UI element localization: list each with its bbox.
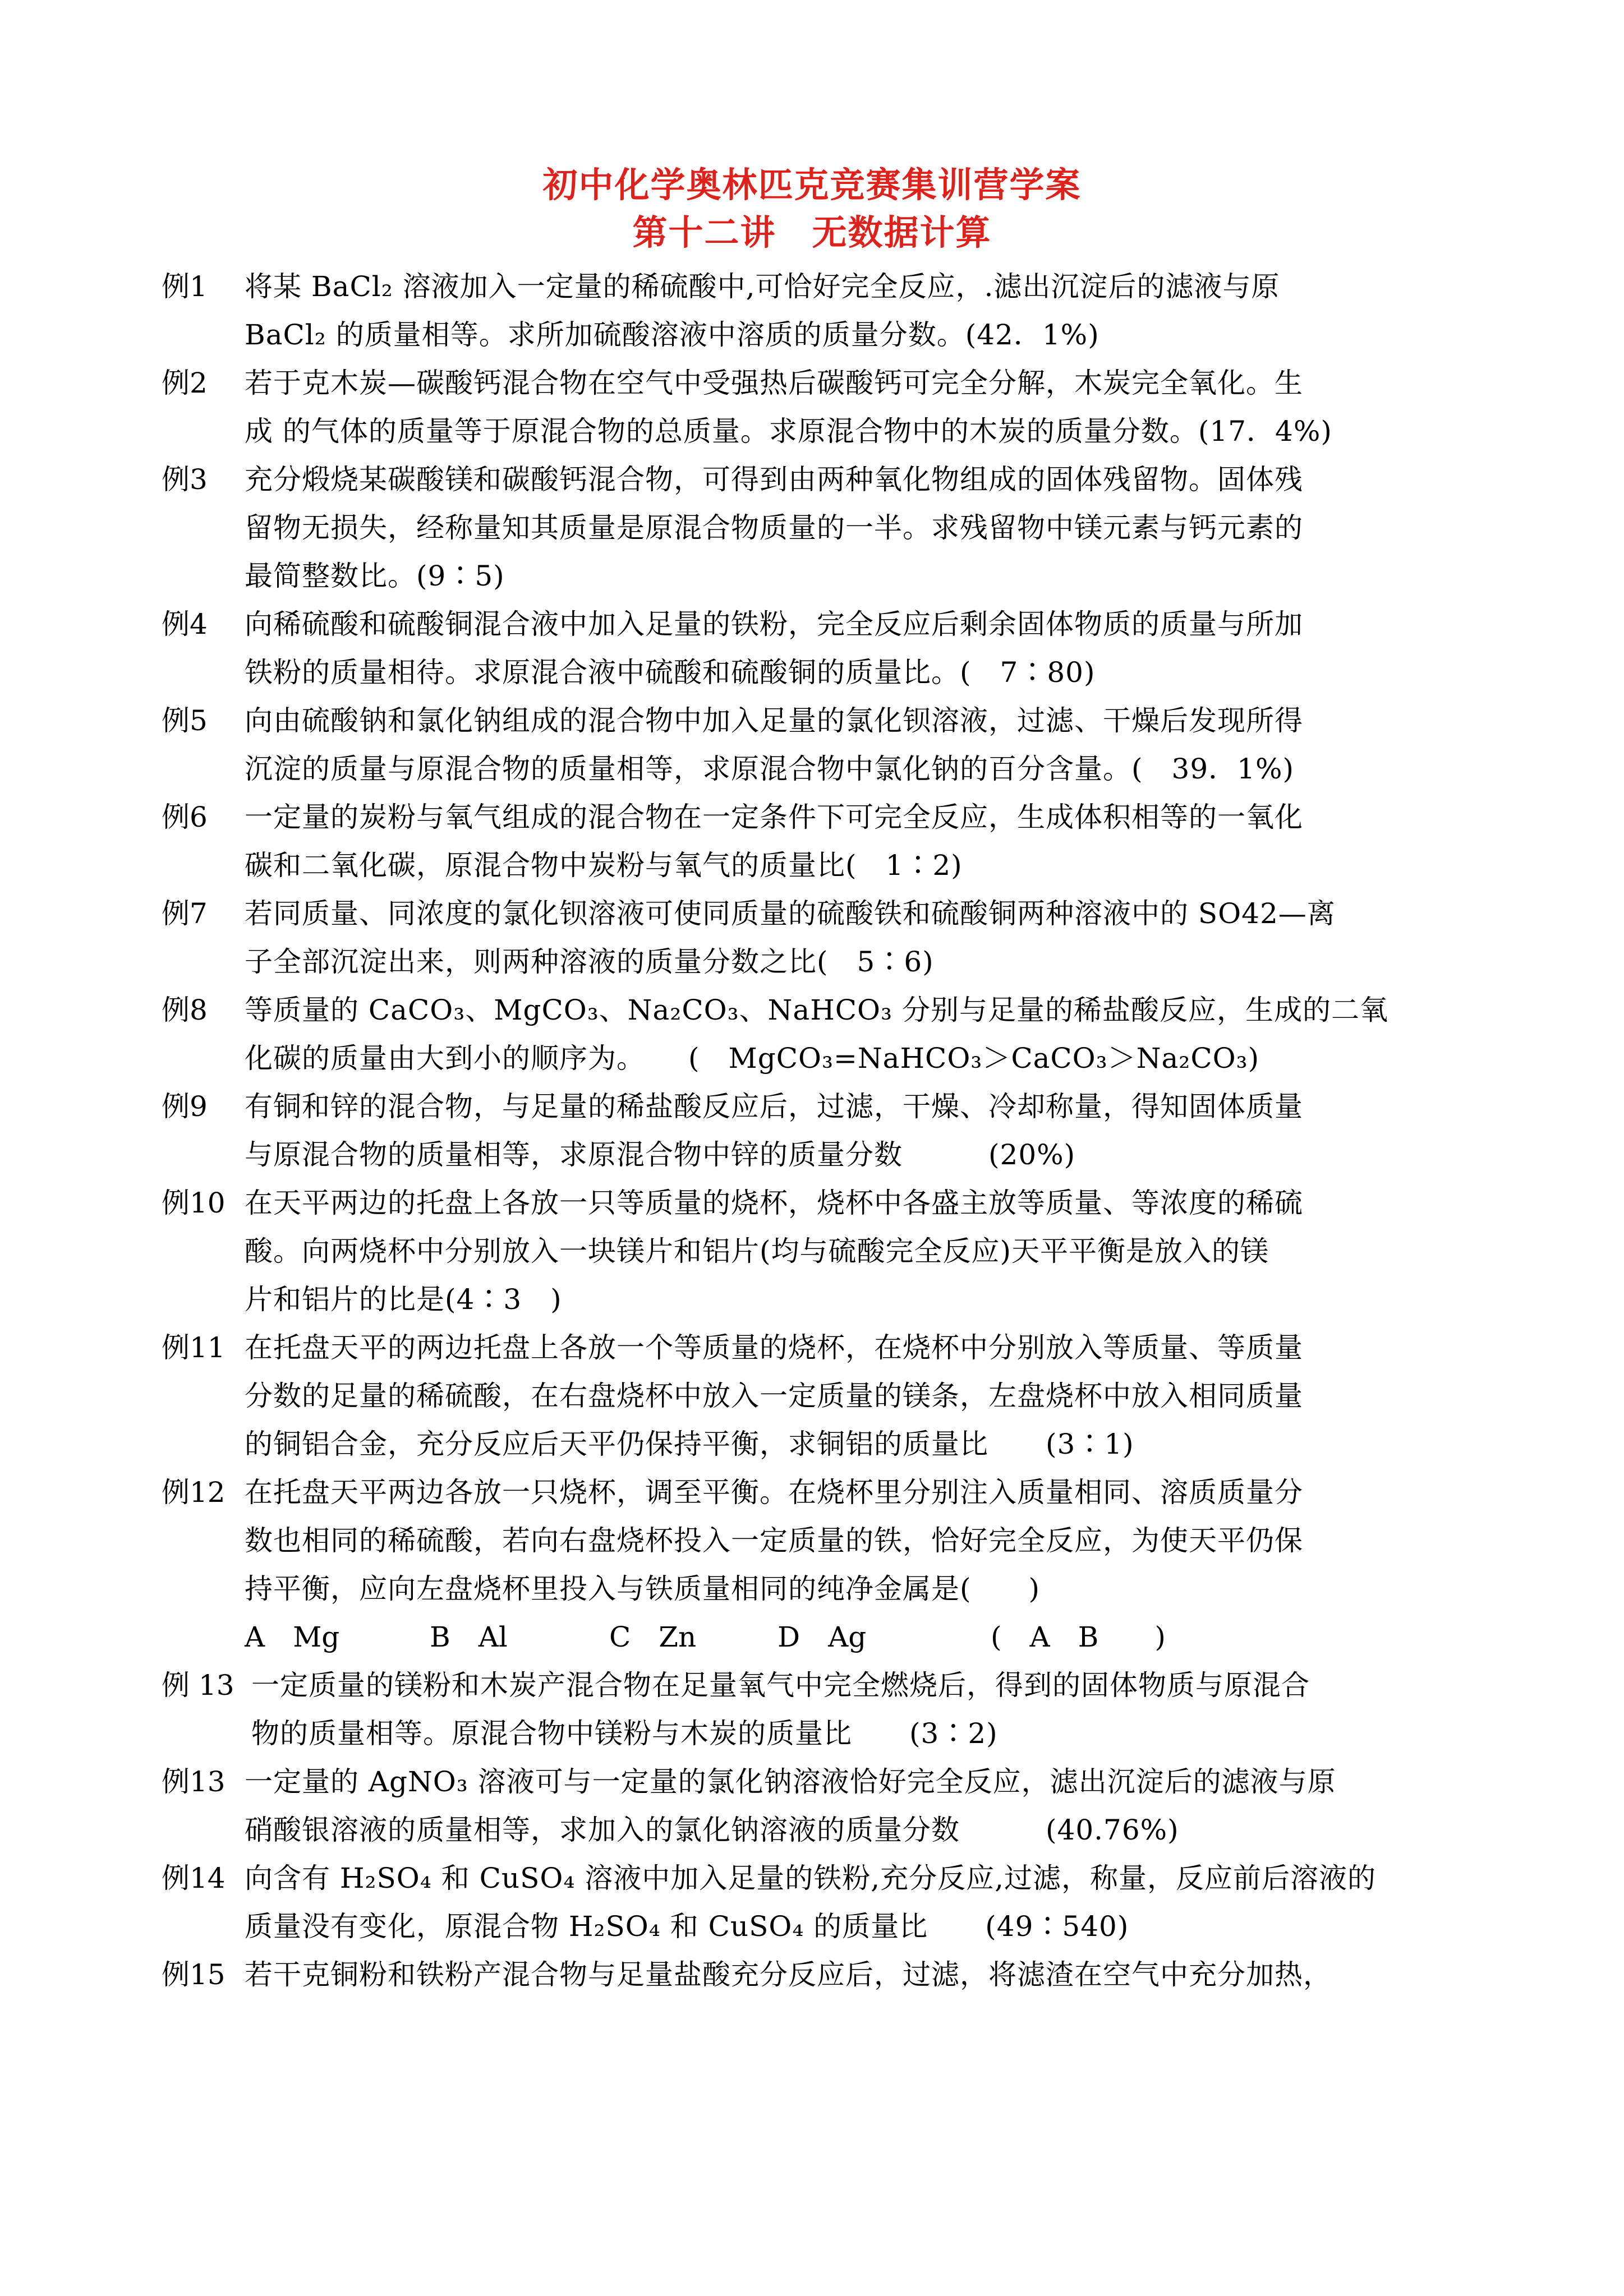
problem-label: 例13 [162, 1765, 226, 1798]
problem-line: 充分煅烧某碳酸镁和碳酸钙混合物，可得到由两种氧化物组成的固体残留物。固体残 [245, 463, 1303, 496]
problem-line: 一定量的 AgNO₃ 溶液可与一定量的氯化钠溶液恰好完全反应，滤出沉淀后的滤液与原 [245, 1765, 1336, 1798]
problem-text [245, 1082, 1469, 1179]
problem-label: 例9 [162, 1090, 208, 1123]
problem-line: 沉淀的质量与原混合物的质量相等，求原混合物中氯化钠的百分含量。( 39．1%) [245, 753, 1294, 785]
problem-line: 数也相同的稀硫酸，若向右盘烧杯投入一定质量的铁，恰好完全反应，为使天平仍保 [245, 1524, 1303, 1557]
problem-line: 若干克铜粉和铁粉产混合物与足量盐酸充分反应后，过滤，将滤渣在空气中充分加热， [245, 1958, 1332, 1991]
problem-label: 例6 [162, 801, 208, 833]
problem-line: 化碳的质量由大到小的顺序为。 ( MgCO₃=NaHCO₃＞CaCO₃＞Na₂CO₃) [245, 1042, 1260, 1075]
answer-option: D Ag [778, 1621, 867, 1653]
problem-item [162, 1468, 1469, 1661]
problem-text [245, 793, 1469, 889]
problem-text [245, 986, 1469, 1082]
problem-line: 若同质量、同浓度的氯化钡溶液可使同质量的硫酸铁和硫酸铜两种溶液中的 SO42—离 [245, 897, 1336, 930]
problem-line: 硝酸银溶液的质量相等，求加入的氯化钠溶液的质量分数 (40.76%) [245, 1814, 1179, 1846]
problem-label: 例 13 [162, 1669, 234, 1702]
problem-label: 例12 [162, 1476, 226, 1509]
problem-line: 子全部沉淀出来，则两种溶液的质量分数之比( 5∶6) [245, 946, 934, 978]
problem-line: 持平衡，应向左盘烧杯里投入与铁质量相同的纯净金属是( ) [245, 1573, 1041, 1605]
problem-label: 例1 [162, 270, 208, 303]
problem-line: 与原混合物的质量相等，求原混合物中锌的质量分数 (20%) [245, 1138, 1076, 1171]
problem-line: 有铜和锌的混合物，与足量的稀盐酸反应后，过滤，干燥、冷却称量，得知固体质量 [245, 1090, 1303, 1123]
problem-label: 例11 [162, 1331, 226, 1364]
problem-item [162, 1324, 1469, 1468]
problem-line: 最简整数比。(9∶5) [245, 560, 505, 592]
problem-line: BaCl₂ 的质量相等。求所加硫酸溶液中溶质的质量分数。(42．1%) [245, 319, 1099, 351]
problem-label: 例5 [162, 704, 208, 737]
answer-option: B Al [430, 1621, 508, 1653]
problem-text [245, 600, 1469, 697]
problem-item [162, 889, 1469, 986]
problem-item [162, 1758, 1469, 1854]
problem-text [245, 1951, 1469, 1999]
problem-text [245, 1468, 1469, 1661]
problem-text [245, 1179, 1469, 1324]
problem-label: 例2 [162, 367, 208, 399]
problem-item [162, 793, 1469, 889]
problem-label: 例3 [162, 463, 208, 496]
problem-item [162, 455, 1469, 600]
problem-item [162, 1951, 1469, 1999]
problem-line: 若于克木炭—碳酸钙混合物在空气中受强热后碳酸钙可完全分解，木炭完全氧化。生 [245, 367, 1303, 399]
problem-text [245, 889, 1469, 986]
problem-line: 等质量的 CaCO₃、MgCO₃、Na₂CO₃、NaHCO₃ 分别与足量的稀盐酸反应，生成的二氧 [245, 994, 1388, 1026]
problem-label: 例15 [162, 1958, 226, 1991]
problem-text [245, 1854, 1469, 1951]
problem-label: 例4 [162, 608, 208, 640]
problem-text [251, 1661, 1469, 1758]
problem-item [162, 1179, 1469, 1324]
problem-list [162, 262, 1469, 1999]
answer-option: A Mg [245, 1621, 340, 1653]
problem-line: 在托盘天平的两边托盘上各放一个等质量的烧杯，在烧杯中分别放入等质量、等质量 [245, 1331, 1303, 1364]
problem-label: 例14 [162, 1862, 226, 1894]
answer-option: C Zn [609, 1621, 697, 1653]
problem-label: 例10 [162, 1187, 226, 1219]
problem-line: 在天平两边的托盘上各放一只等质量的烧杯，烧杯中各盛主放等质量、等浓度的稀硫 [245, 1187, 1303, 1219]
problem-line: 一定质量的镁粉和木炭产混合物在足量氧气中完全燃烧后，得到的固体物质与原混合 [251, 1669, 1310, 1702]
document-title: 初中化学奥林匹克竞赛集训营学案 [542, 164, 1082, 205]
problem-line: 在托盘天平两边各放一只烧杯，调至平衡。在烧杯里分别注入质量相同、溶质质量分 [245, 1476, 1303, 1509]
problem-text [245, 359, 1469, 455]
problem-line: 铁粉的质量相待。求原混合液中硫酸和硫酸铜的质量比。( 7∶80) [245, 656, 1096, 689]
problem-item [162, 359, 1469, 455]
problem-line: 一定量的炭粉与氧气组成的混合物在一定条件下可完全反应，生成体积相等的一氧化 [245, 801, 1303, 833]
problem-line: 酸。向两烧杯中分别放入一块镁片和铝片(均与硫酸完全反应)天平平衡是放入的镁 [245, 1235, 1269, 1267]
problem-line: 片和铝片的比是(4∶3 ) [245, 1283, 562, 1316]
lecture-subtitle: 第十二讲 无数据计算 [632, 212, 992, 253]
problem-line: 分数的足量的稀硫酸，在右盘烧杯中放入一定质量的镁条，左盘烧杯中放入相同质量 [245, 1380, 1303, 1412]
problem-line: 成 的气体的质量等于原混合物的总质量。求原混合物中的木炭的质量分数。(17．4%) [245, 415, 1332, 448]
problem-item [162, 1854, 1469, 1951]
problem-line: 质量没有变化，原混合物 H₂SO₄ 和 CuSO₄ 的质量比 (49∶540) [245, 1910, 1129, 1943]
problem-line: 的铜铝合金，充分反应后天平仍保持平衡，求铜铝的质量比 (3∶1) [245, 1428, 1134, 1460]
problem-text [245, 697, 1469, 793]
problem-item [162, 1082, 1469, 1179]
problem-line: 向由硫酸钠和氯化钠组成的混合物中加入足量的氯化钡溶液，过滤、干燥后发现所得 [245, 704, 1303, 737]
problem-line: 物的质量相等。原混合物中镁粉与木炭的质量比 (3∶2) [251, 1717, 998, 1750]
problem-item [162, 600, 1469, 697]
answer-option: ( A B ) [991, 1621, 1166, 1653]
problem-line: 留物无损失，经称量知其质量是原混合物质量的一半。求残留物中镁元素与钙元素的 [245, 511, 1303, 544]
problem-item [162, 262, 1469, 359]
problem-item [162, 697, 1469, 793]
problem-item [162, 1661, 1469, 1758]
problem-text [245, 1758, 1469, 1854]
problem-line: 碳和二氧化碳，原混合物中炭粉与氧气的质量比( 1∶2) [245, 849, 963, 882]
problem-line: 向含有 H₂SO₄ 和 CuSO₄ 溶液中加入足量的铁粉,充分反应,过滤，称量，反应前后溶液的 [245, 1862, 1377, 1894]
answer-options [245, 1613, 1469, 1661]
problem-text [245, 1324, 1469, 1468]
problem-text [245, 455, 1469, 600]
problem-label: 例7 [162, 897, 208, 930]
problem-line: 将某 BaCl₂ 溶液加入一定量的稀硫酸中,可恰好完全反应，.滤出沉淀后的滤液与原 [245, 270, 1280, 303]
problem-item [162, 986, 1469, 1082]
problem-text [245, 262, 1469, 359]
problem-label: 例8 [162, 994, 208, 1026]
problem-line: 向稀硫酸和硫酸铜混合液中加入足量的铁粉，完全反应后剩余固体物质的质量与所加 [245, 608, 1303, 640]
